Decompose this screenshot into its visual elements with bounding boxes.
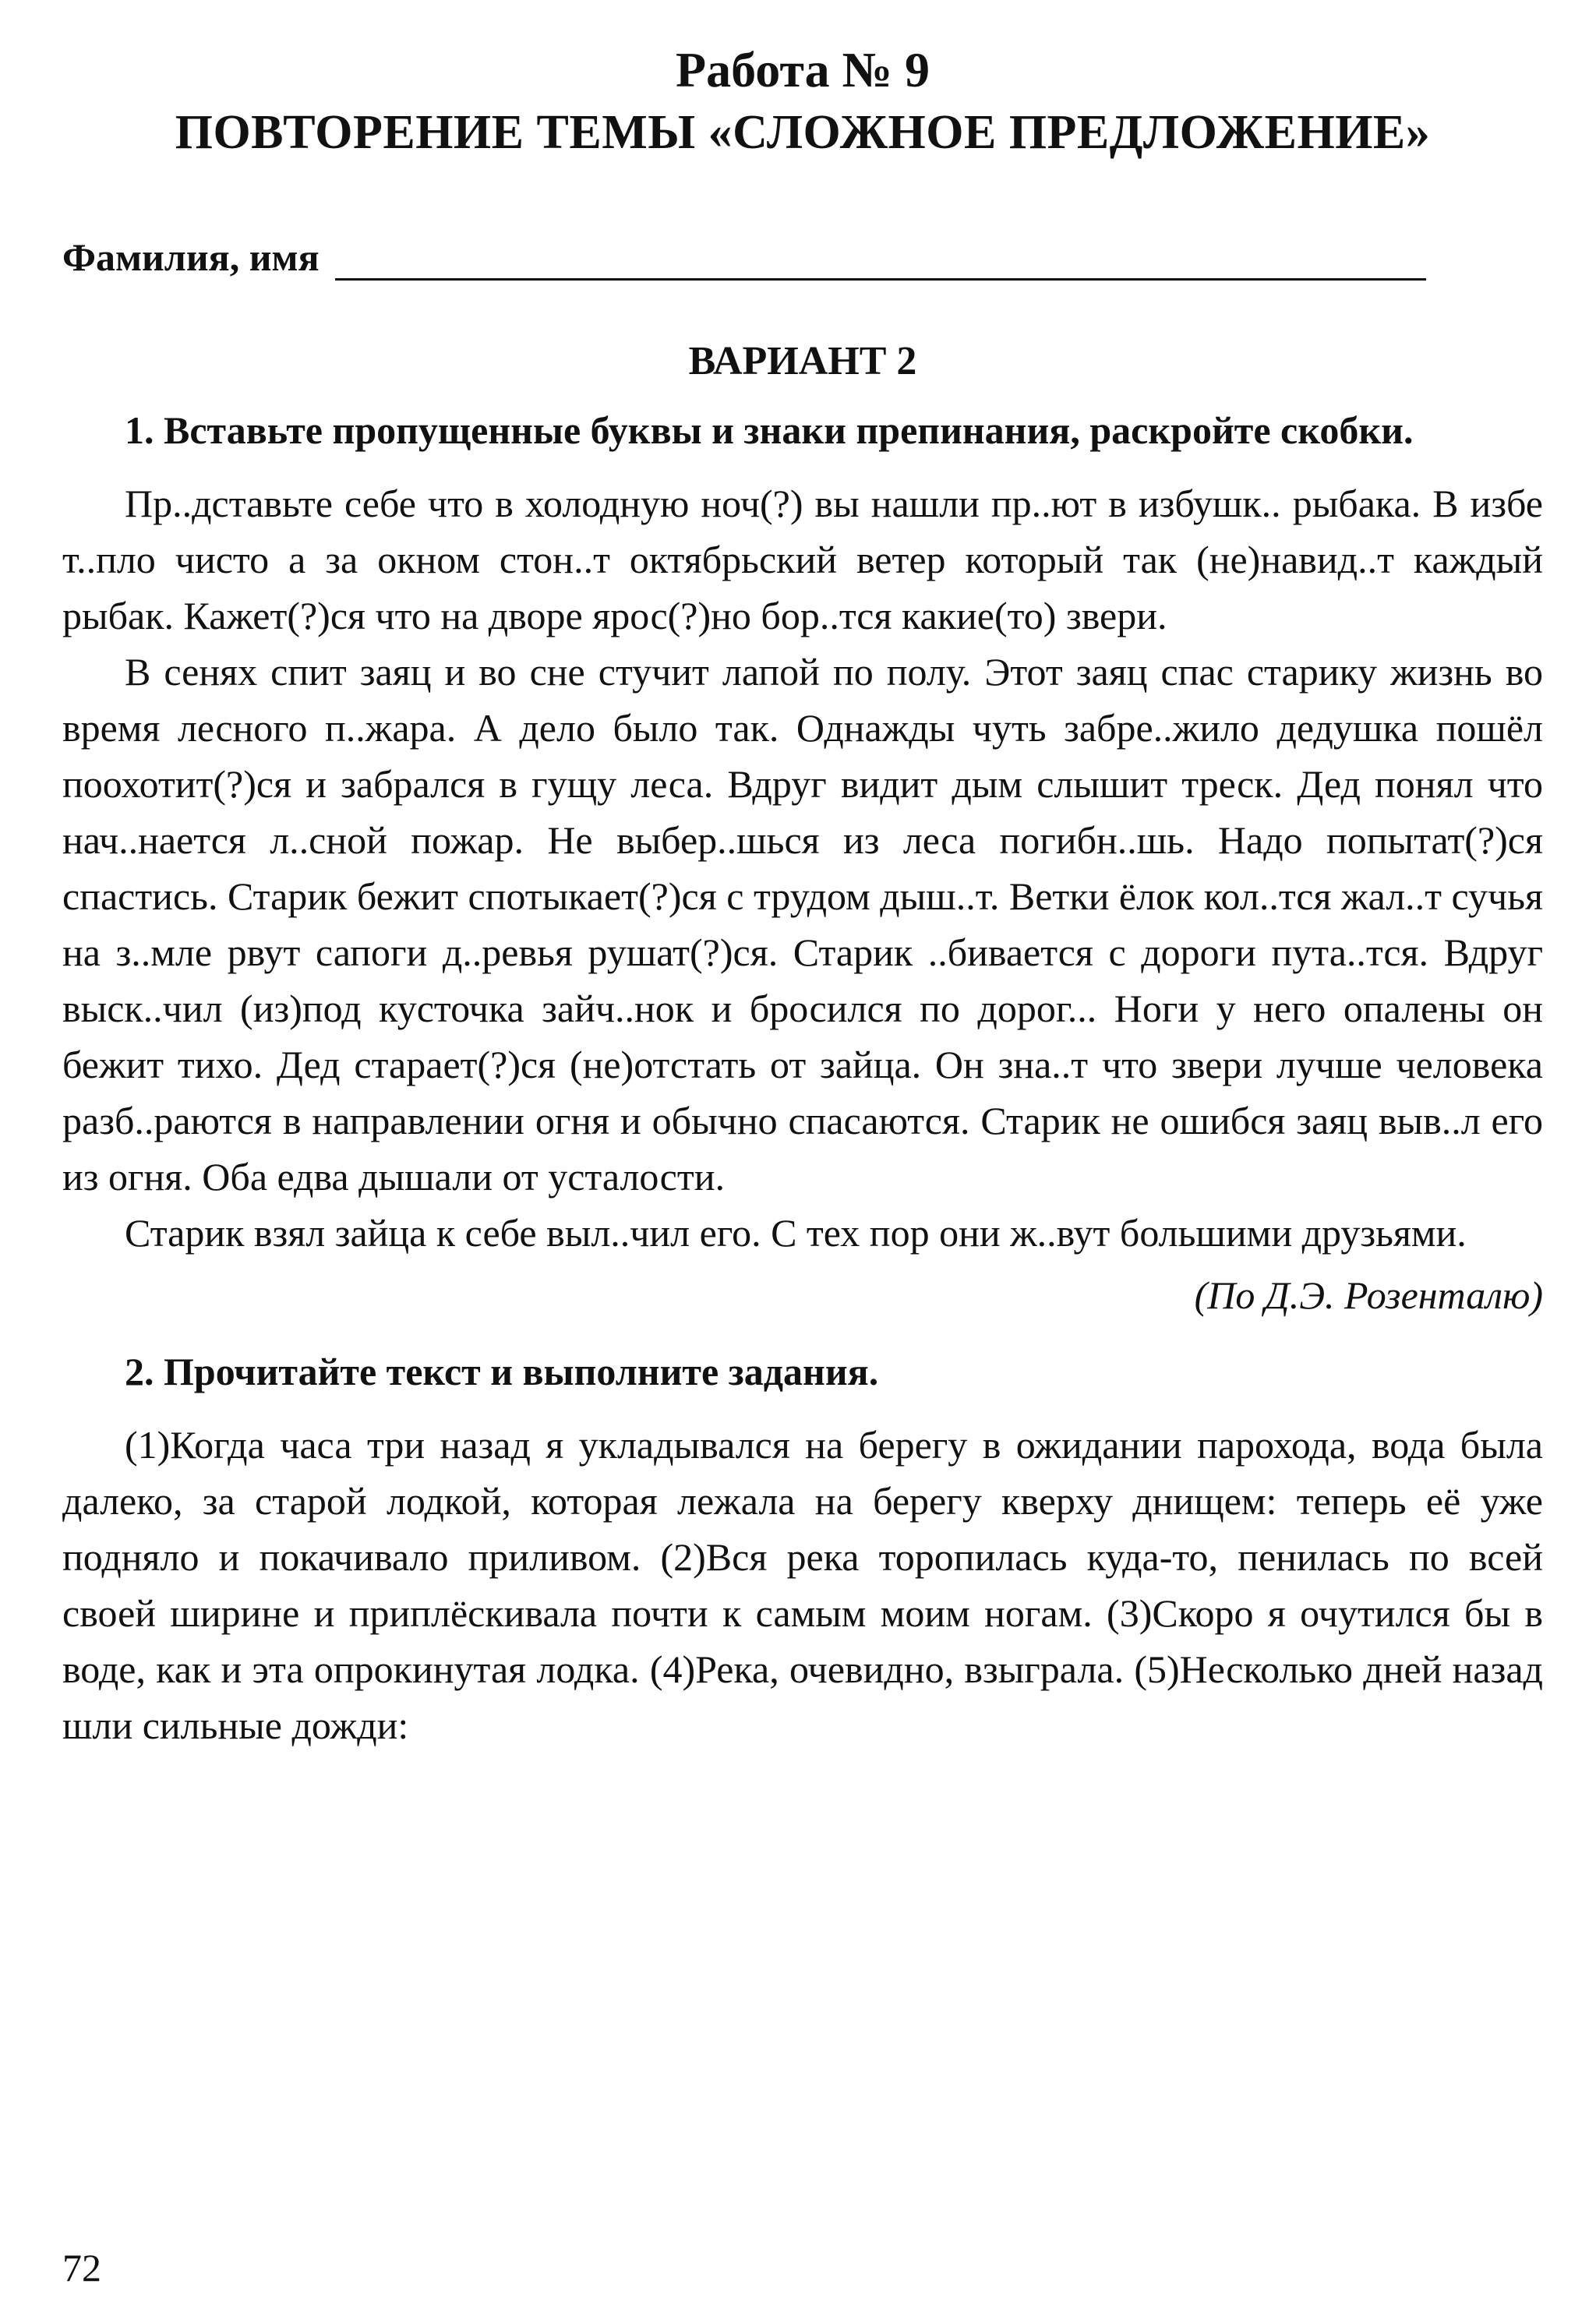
text-source: (По Д.Э. Розенталю) [1194, 1273, 1543, 1317]
task1-paragraph-3: Старик взял зайца к себе выл..чил его. С тех пор они ж..вут большими друзьями. [125, 1211, 1467, 1255]
variant-heading: ВАРИАНТ 2 [688, 339, 917, 383]
task2-instruction: 2. Прочитайте текст и выполните задания. [125, 1350, 879, 1393]
page-number: 72 [62, 2246, 101, 2290]
worksheet-page [62, 39, 1543, 1753]
task1-instruction: 1. Вставьте пропущенные буквы и знаки препинания, раскройте скобки. [125, 408, 1414, 452]
task1-paragraph-1: Пр..дставьте себе что в холодную ноч(?) вы нашли пр..ют в избушк.. рыбака. В избе т..пло чисто а за окном стон..т октябрьский ветер который так (не)навид..т каждый рыбак. Кажет(?)ся что на дворе ярос(?)но бор..тся какие(то) звери. [62, 482, 1543, 637]
task1-paragraph-2: В сенях спит заяц и во сне стучит лапой по полу. Этот заяц спас старику жизнь во время лесного п..жара. А дело было так. Однажды чуть забре..жило дедушка пошёл поохотит(?)ся и забрался в гущу леса. Вдруг видит дым слышит треск. Дед понял что нач..нается л..сной пожар. Не выбер..шься из леса погибн..шь. Надо попытат(?)ся спастись. Старик бежит спотыкает(?)ся с трудом дыш..т. Ветки ёлок кол..тся жал..т сучья на з..мле рвут сапоги д..ревья рушат(?)ся. Старик ..бивается с дороги пута..тся. Вдруг выск..чил (из)под кусточка зайч..нок и бросился по дорог... Ноги у него опалены он бежит тихо. Дед старает(?)ся (не)отстать от зайца. Он зна..т что звери лучше человека разб..раются в направлении огня и обычно спасаются. Старик не ошибся заяц выв..л его из огня. Оба едва дышали от усталости. [62, 650, 1543, 1199]
student-name-line[interactable] [335, 241, 1426, 281]
student-name-label: Фамилия, имя [62, 235, 320, 279]
student-name-row [62, 229, 1543, 281]
task2-text: (1)Когда часа три назад я укладывался на берегу в ожидании парохода, вода была далеко, за старой лодкой, которая лежала на берегу кверху днищем: теперь её уже подняло и покачивало приливом. (2)Вся река торопилась куда-то, пенилась по всей своей ширине и приплёскивала почти к самым моим ногам. (3)Скоро я очутился бы в воде, как и эта опрокинутая лодка. (4)Река, очевидно, взыграла. (5)Несколько дней назад шли сильные дожди: [62, 1423, 1543, 1747]
topic-title: ПОВТОРЕНИЕ ТЕМЫ «СЛОЖНОЕ ПРЕДЛОЖЕНИЕ» [175, 106, 1431, 159]
work-number-title: Работа № 9 [676, 42, 930, 97]
